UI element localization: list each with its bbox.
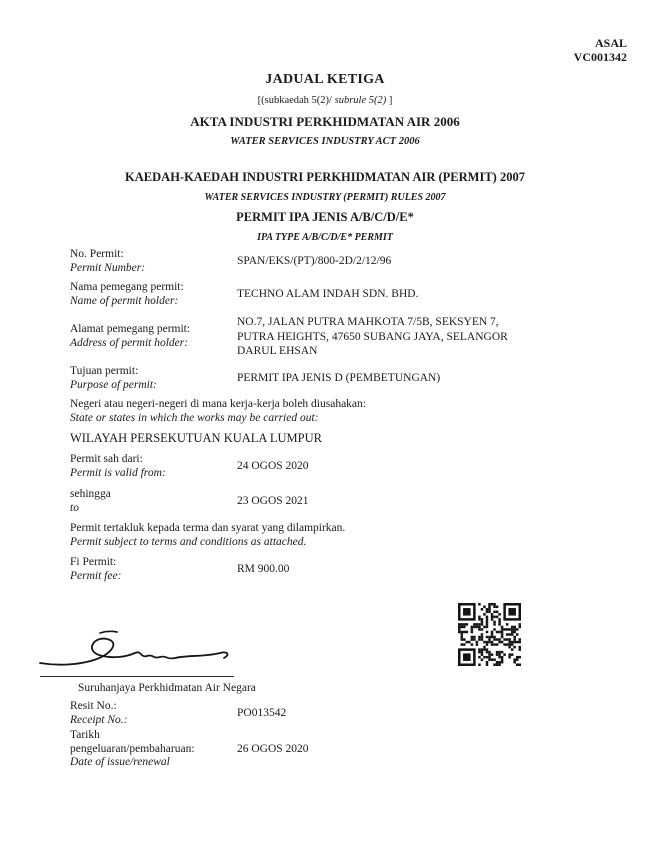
label-malay: Resit No.: xyxy=(70,700,117,712)
field-purpose xyxy=(70,365,615,392)
signature-line xyxy=(40,676,234,677)
label-malay: Alamat pemegang permit: xyxy=(70,323,191,336)
label-malay: Tujuan permit: xyxy=(70,365,139,377)
subrule-prefix: [(subkaedah 5(2)/ xyxy=(257,95,335,106)
field-label xyxy=(70,248,237,275)
label-english: Date of issue/renewal xyxy=(70,756,170,768)
field-holder-name xyxy=(70,281,615,308)
label-english: Permit is valid from: xyxy=(70,466,166,479)
authority-name: Suruhanjaya Perkhidmatan Air Negara xyxy=(78,682,256,694)
schedule-title: JADUAL KETIGA xyxy=(265,72,385,87)
field-states-label xyxy=(70,398,615,425)
valid-from-value: 24 OGOS 2020 xyxy=(237,460,309,473)
field-label xyxy=(70,365,237,392)
address-line-1: NO.7, JALAN PUTRA MAHKOTA 7/5B, SEKSYEN 7, xyxy=(237,316,499,328)
copy-type-label: ASAL xyxy=(594,36,627,50)
subrule-reference xyxy=(0,95,650,106)
rules-title-malay: KAEDAH-KAEDAH INDUSTRI PERKHIDMATAN AIR (PERMIT) 2007 xyxy=(125,170,525,184)
field-receipt-number xyxy=(70,700,615,727)
field-label xyxy=(70,488,237,515)
label-english: Purpose of permit: xyxy=(70,378,157,391)
label-malay-line1: Tarikh xyxy=(70,729,100,741)
field-label xyxy=(70,323,237,350)
field-valid-to xyxy=(70,488,615,515)
field-issue-date xyxy=(70,729,615,770)
field-label xyxy=(70,729,237,770)
label-malay: sehingga xyxy=(70,488,111,500)
valid-to-value: 23 OGOS 2021 xyxy=(237,495,309,508)
field-label xyxy=(70,556,237,583)
act-title-english: WATER SERVICES INDUSTRY ACT 2006 xyxy=(230,136,420,147)
permit-number-value: SPAN/EKS/(PT)/800-2D/2/12/96 xyxy=(237,255,392,268)
rules-title-english: WATER SERVICES INDUSTRY (PERMIT) RULES 2007 xyxy=(204,192,446,203)
label-english: Address of permit holder: xyxy=(70,336,189,349)
field-label xyxy=(70,281,237,308)
states-value: WILAYAH PERSEKUTUAN KUALA LUMPUR xyxy=(70,431,322,445)
terms-note xyxy=(70,522,615,549)
field-label xyxy=(70,453,237,480)
qr-code-icon xyxy=(458,603,521,666)
permit-type-malay: PERMIT IPA JENIS A/B/C/D/E* xyxy=(236,210,414,224)
label-english: to xyxy=(70,501,79,514)
label-malay: Fi Permit: xyxy=(70,556,117,568)
label-english: Receipt No.: xyxy=(70,713,128,726)
field-valid-from xyxy=(70,453,615,480)
address-line-2: PUTRA HEIGHTS, 47650 SUBANG JAYA, SELANGOR xyxy=(237,330,508,343)
label-english: Permit Number: xyxy=(70,261,146,274)
label-english: State or states in which the works may be carried out: xyxy=(70,411,319,424)
terms-note-malay: Permit tertakluk kepada terma dan syarat yang dilampirkan. xyxy=(70,522,346,534)
act-title-malay: AKTA INDUSTRI PERKHIDMATAN AIR 2006 xyxy=(190,114,460,129)
label-malay: Negeri atau negeri-negeri di mana kerja-kerja boleh diusahakan: xyxy=(70,398,366,410)
label-malay: Permit sah dari: xyxy=(70,453,143,465)
permit-type-english: IPA TYPE A/B/C/D/E* PERMIT xyxy=(257,232,393,243)
field-holder-address xyxy=(70,315,615,359)
terms-note-english: Permit subject to terms and conditions as attached. xyxy=(70,535,307,548)
serial-number: VC001342 xyxy=(573,49,627,64)
subrule-italic: subrule 5(2) xyxy=(334,95,387,106)
signature-icon xyxy=(36,627,238,675)
label-malay-line2: pengeluaran/pembaharuan: xyxy=(70,742,195,755)
label-english: Permit fee: xyxy=(70,569,122,582)
field-label xyxy=(70,700,237,727)
label-english: Name of permit holder: xyxy=(70,294,179,307)
label-malay: Nama pemegang permit: xyxy=(70,281,184,293)
field-permit-fee xyxy=(70,556,615,583)
subrule-suffix: ] xyxy=(386,95,393,106)
receipt-number-value: PO013542 xyxy=(237,707,287,720)
purpose-value: PERMIT IPA JENIS D (PEMBETUNGAN) xyxy=(237,372,441,385)
label-malay: No. Permit: xyxy=(70,248,124,260)
field-permit-number xyxy=(70,248,615,275)
holder-name-value: TECHNO ALAM INDAH SDN. BHD. xyxy=(237,288,419,301)
document-header xyxy=(0,72,650,243)
holder-address-value xyxy=(237,315,508,359)
permit-fee-value: RM 900.00 xyxy=(237,563,290,576)
issue-date-value: 26 OGOS 2020 xyxy=(237,743,309,755)
address-line-3: DARUL EHSAN xyxy=(237,345,318,357)
document-copy-marking xyxy=(574,37,627,64)
